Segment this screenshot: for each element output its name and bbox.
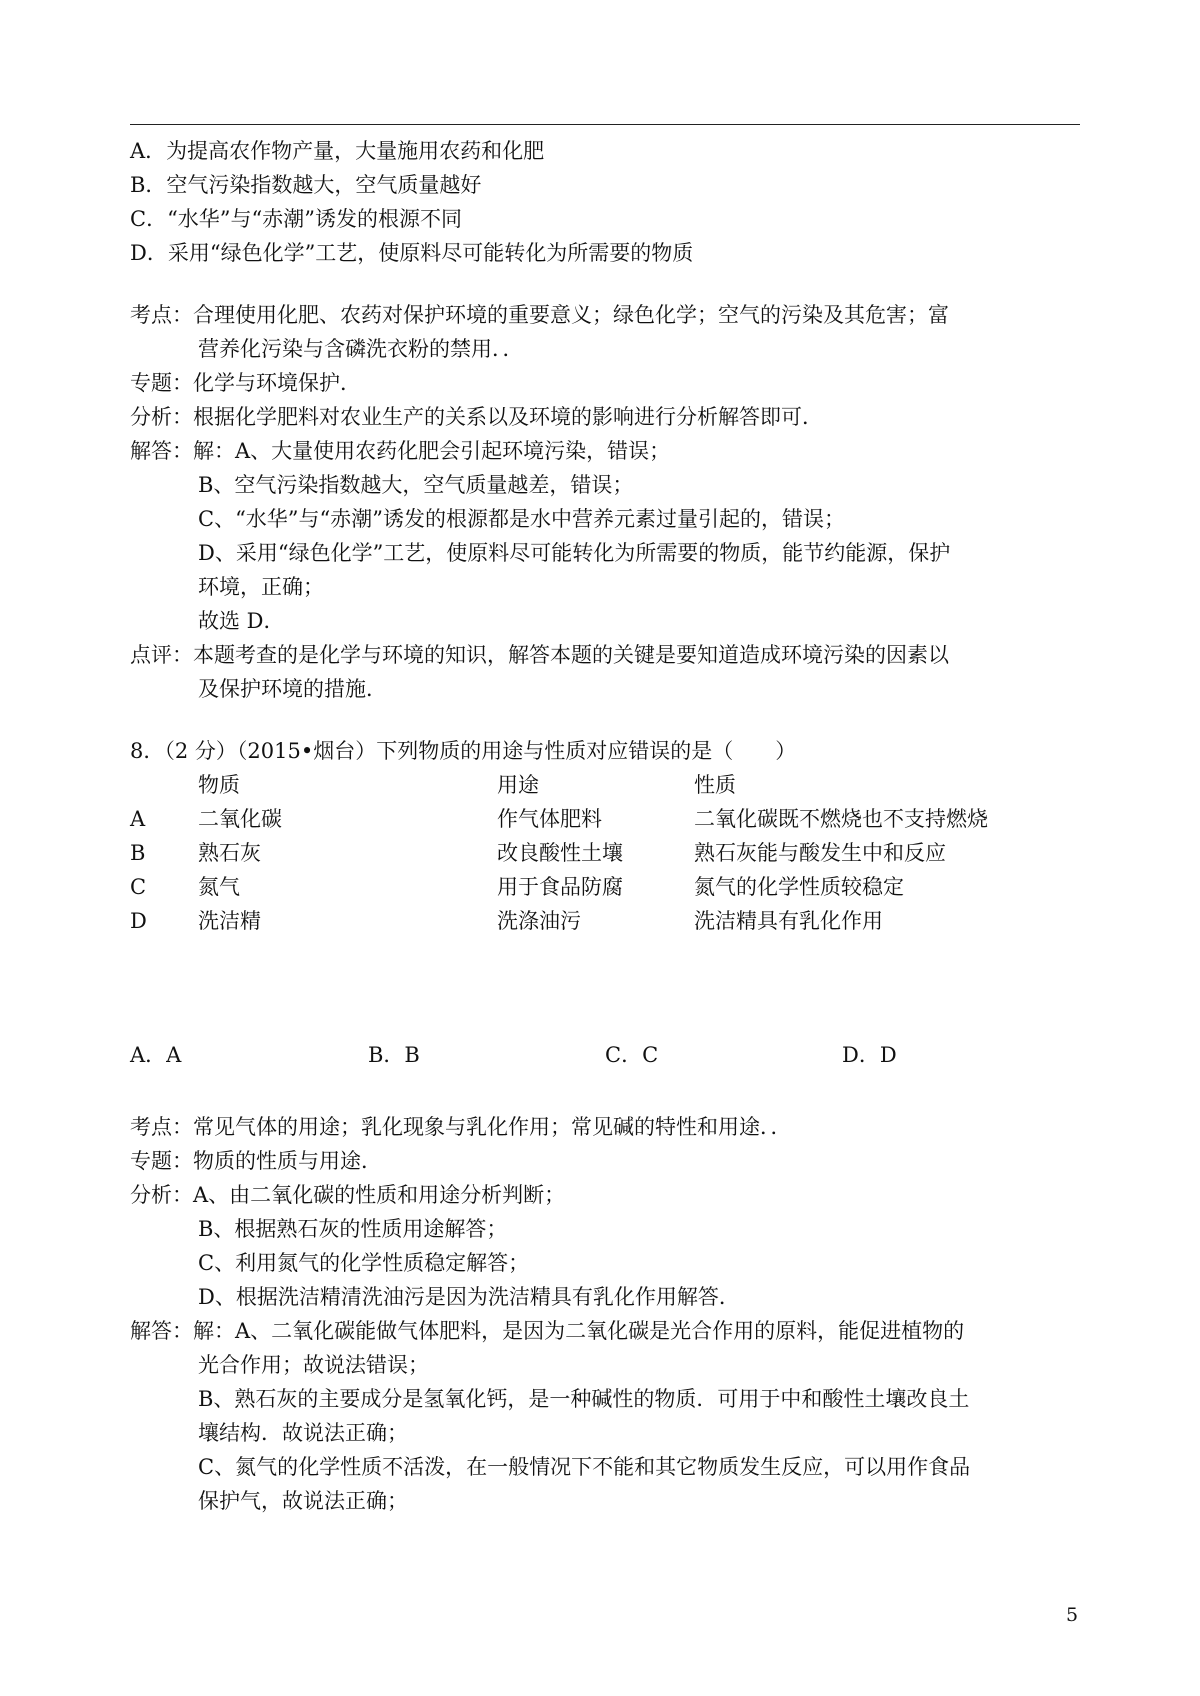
q8-row-d-use: 洗涤油污 (497, 909, 581, 933)
q7-zhuanti: 专题：化学与环境保护． (130, 371, 361, 395)
q8-row-b-use: 改良酸性土壤 (497, 841, 623, 865)
q7-jieda-d: D、采用“绿色化学”工艺，使原料尽可能转化为所需要的物质，能节约能源，保护 (198, 541, 951, 565)
q8-table-header-use: 用途 (497, 773, 539, 797)
q8-row-a-label: A (130, 807, 146, 831)
q8-jieda-a-cont: 光合作用；故说法错误； (198, 1353, 429, 1377)
q7-kaodian: 考点：合理使用化肥、农药对保护环境的重要意义；绿色化学；空气的污染及其危害；富 (130, 303, 949, 327)
page-number: 5 (1066, 1604, 1079, 1626)
q8-row-b-substance: 熟石灰 (198, 841, 261, 865)
q8-jieda-c: C、氮气的化学性质不活泼，在一般情况下不能和其它物质发生反应，可以用作食品 (198, 1455, 971, 1479)
q7-option-c: C．“水华”与“赤潮”诱发的根源不同 (130, 207, 463, 231)
q7-jieda-c: C、“水华”与“赤潮”诱发的根源都是水中营养元素过量引起的，错误； (198, 507, 846, 531)
q8-fenxi-c: C、利用氮气的化学性质稳定解答； (198, 1251, 530, 1275)
q8-row-c-property: 氮气的化学性质较稳定 (694, 875, 904, 899)
q7-option-b: B．空气污染指数越大，空气质量越好 (130, 173, 482, 197)
q8-row-a-substance: 二氧化碳 (198, 807, 282, 831)
q8-zhuanti: 专题：物质的性质与用途． (130, 1149, 382, 1173)
q8-row-d-substance: 洗洁精 (198, 909, 261, 933)
q8-choice-b: B．B (368, 1043, 420, 1067)
q8-row-a-property: 二氧化碳既不燃烧也不支持燃烧 (694, 807, 988, 831)
q7-jieda-b: B、空气污染指数越大，空气质量越差，错误； (198, 473, 634, 497)
q8-fenxi: 分析：A、由二氧化碳的性质和用途分析判断； (130, 1183, 566, 1207)
q8-kaodian: 考点：常见气体的用途；乳化现象与乳化作用；常见碱的特性和用途．． (130, 1115, 792, 1139)
q8-table-header-property: 性质 (694, 773, 736, 797)
q8-table-header-substance: 物质 (198, 773, 240, 797)
q7-dianping: 点评：本题考查的是化学与环境的知识，解答本题的关键是要知道造成环境污染的因素以 (130, 643, 949, 667)
q7-jieda-d-cont: 环境，正确； (198, 575, 324, 599)
q7-dianping-cont: 及保护环境的措施． (198, 677, 387, 701)
q8-row-b-property: 熟石灰能与酸发生中和反应 (694, 841, 946, 865)
q8-jieda-c-cont: 保护气，故说法正确； (198, 1489, 408, 1513)
q8-jieda-b-cont: 壤结构．故说法正确； (198, 1421, 408, 1445)
q8-choice-a: A．A (130, 1043, 182, 1067)
q7-jieda-answer: 故选 D． (198, 609, 285, 633)
q7-kaodian-cont: 营养化污染与含磷洗衣粉的禁用．． (198, 337, 524, 361)
q8-row-c-label: C (130, 875, 147, 899)
q8-choice-c: C．C (605, 1043, 659, 1067)
q8-fenxi-b: B、根据熟石灰的性质用途解答； (198, 1217, 508, 1241)
q8-row-b-label: B (130, 841, 146, 865)
q8-row-d-label: D (130, 909, 147, 933)
q7-fenxi: 分析：根据化学肥料对农业生产的关系以及环境的影响进行分析解答即可． (130, 405, 823, 429)
q8-row-d-property: 洗洁精具有乳化作用 (694, 909, 883, 933)
q8-jieda-b: B、熟石灰的主要成分是氢氧化钙，是一种碱性的物质．可用于中和酸性土壤改良土 (198, 1387, 970, 1411)
header-rule (130, 124, 1080, 125)
q8-row-c-substance: 氮气 (198, 875, 240, 899)
q8-row-a-use: 作气体肥料 (497, 807, 602, 831)
q8-jieda: 解答：解：A、二氧化碳能做气体肥料，是因为二氧化碳是光合作用的原料，能促进植物的 (130, 1319, 965, 1343)
q7-option-a: A．为提高农作物产量，大量施用农药和化肥 (130, 139, 545, 163)
q8-row-c-use: 用于食品防腐 (497, 875, 623, 899)
q8-choice-d: D．D (842, 1043, 897, 1067)
q7-jieda: 解答：解：A、大量使用农药化肥会引起环境污染，错误； (130, 439, 671, 463)
q8-fenxi-d: D、根据洗洁精清洗油污是因为洗洁精具有乳化作用解答． (198, 1285, 740, 1309)
q7-option-d: D．采用“绿色化学”工艺，使原料尽可能转化为所需要的物质 (130, 241, 694, 265)
q8-stem: 8．（2 分）（2015•烟台）下列物质的用途与性质对应错误的是（ ） (130, 739, 797, 763)
